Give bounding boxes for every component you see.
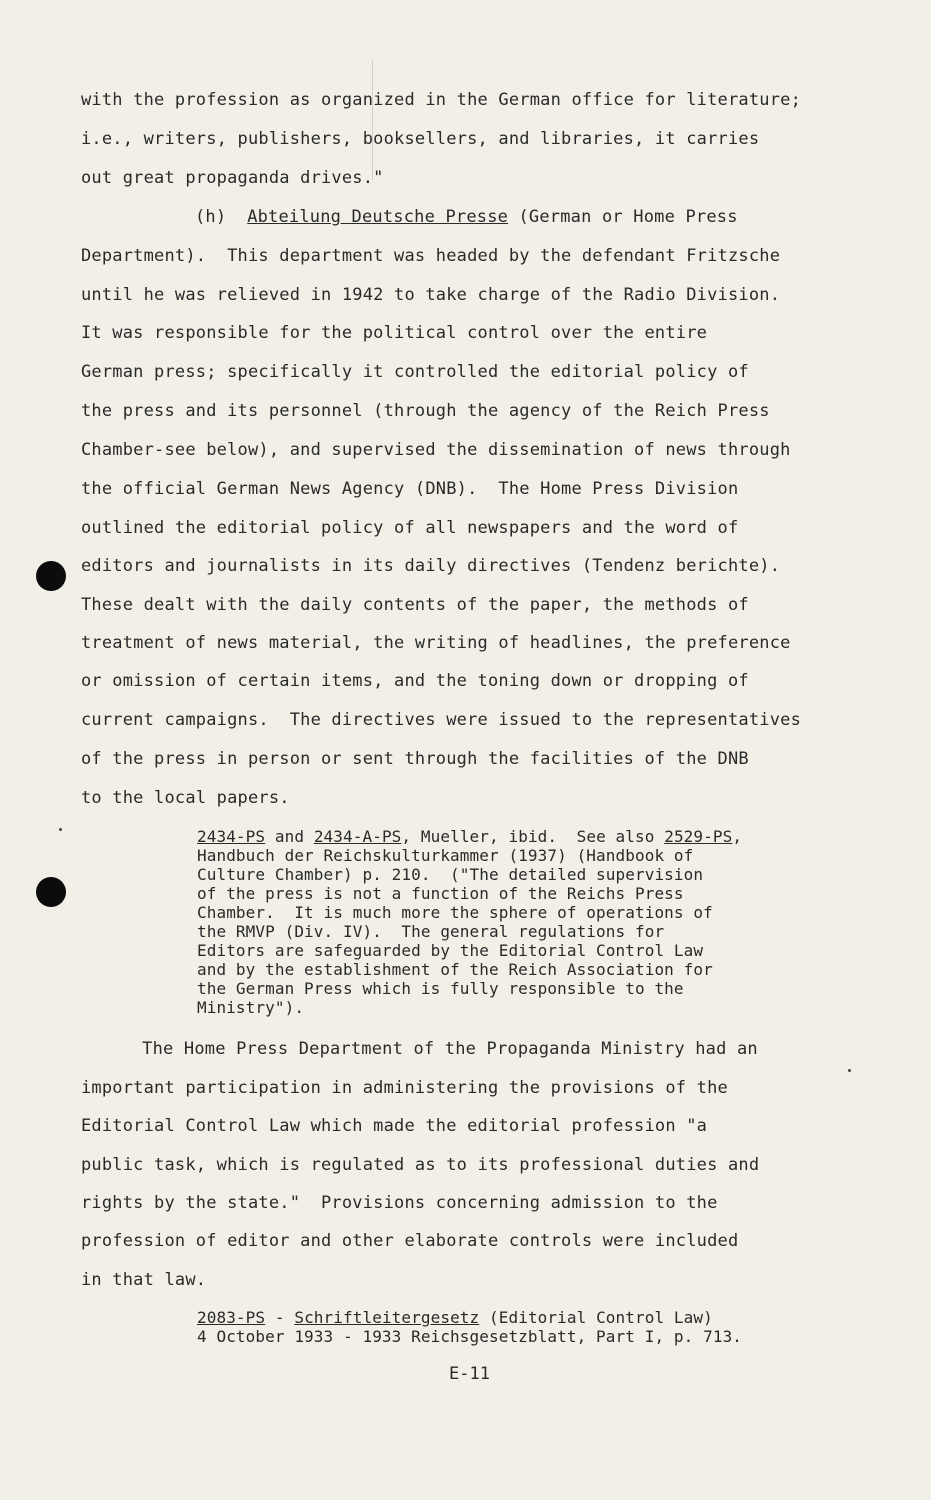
citation-1-line: of the press is not a function of the Reichs Press [197,884,684,903]
paper-speck [848,1069,851,1072]
citation-text: - [265,1308,295,1327]
section-h-title-suffix: (German or Home Press [508,207,738,227]
citation-ref: 2083-PS [197,1308,266,1327]
citation-1-line: the RMVP (Div. IV). The general regulations for [197,922,665,941]
section-h-line: German press; specifically it controlled the editorial policy of [81,362,749,382]
citation-1-line: Ministry"). [197,998,305,1017]
citation-1-first-line [197,827,742,846]
section-h-line: current campaigns. The directives were issued to the representatives [81,710,802,730]
section-h-line: treatment of news material, the writing of headlines, the preference [81,633,791,653]
citation-text: (Editorial Control Law) [479,1308,713,1327]
section-h-line: or omission of certain items, and the toning down or dropping of [81,671,749,691]
section-h-line: the official German News Agency (DNB). The Home Press Division [81,479,739,499]
section-h-line: These dealt with the daily contents of the paper, the methods of [81,595,749,615]
punch-hole-bottom [36,877,66,907]
continuation-line: i.e., writers, publishers, booksellers, and libraries, it carries [81,129,760,149]
citation-1-line: and by the establishment of the Reich Association for [197,960,713,979]
home-press-line: in that law. [81,1270,207,1290]
citation-2-first-line [197,1308,713,1327]
citation-1-line: Chamber. It is much more the sphere of operations of [197,903,713,922]
citation-ref: 2434-PS [197,827,266,846]
citation-2-line: 4 October 1933 - 1933 Reichsgesetzblatt, Part I, p. 713. [197,1327,743,1346]
citation-ref: 2434-A-PS [313,827,402,846]
home-press-line: rights by the state." Provisions concerning admission to the [81,1193,718,1213]
section-h-line: to the local papers. [81,788,290,808]
section-h-line: editors and journalists in its daily directives (Tendenz berichte). [81,556,781,576]
section-h-line: Chamber-see below), and supervised the dissemination of news through [81,440,791,460]
section-h-line: of the press in person or sent through the facilities of the DNB [81,749,749,769]
continuation-line: out great propaganda drives." [81,168,384,188]
section-h-heading [195,207,738,227]
citation-text: and [265,827,314,846]
citation-text: , [732,827,743,846]
section-h-marker: (h) [195,207,227,227]
citation-text: , Mueller, ibid. See also [401,827,665,846]
page-number: E-11 [449,1364,490,1384]
section-h-line: outlined the editorial policy of all newspapers and the word of [81,518,739,538]
home-press-line: Editorial Control Law which made the editorial profession "a [81,1116,708,1136]
citation-1-line: Editors are safeguarded by the Editorial Control Law [197,941,704,960]
continuation-line: with the profession as organized in the German office for literature; [81,90,802,110]
section-h-line: until he was relieved in 1942 to take charge of the Radio Division. [81,285,781,305]
home-press-line: profession of editor and other elaborate controls were included [81,1231,739,1251]
paper-fold-mark [372,60,373,180]
citation-1-line: Handbuch der Reichskulturkammer (1937) (Handbook of [197,846,694,865]
section-h-line: It was responsible for the political control over the entire [81,323,708,343]
citation-title: Schriftleitergesetz [294,1308,480,1327]
home-press-line: public task, which is regulated as to its professional duties and [81,1155,760,1175]
section-h-title: Abteilung Deutsche Presse [247,207,509,227]
citation-1-line: the German Press which is fully responsible to the [197,979,684,998]
punch-hole-top [36,561,66,591]
home-press-line: important participation in administering the provisions of the [81,1078,728,1098]
home-press-line: The Home Press Department of the Propaganda Ministry had an [90,1039,758,1059]
section-h-line: the press and its personnel (through the agency of the Reich Press [81,401,770,421]
paper-speck [59,828,62,831]
section-h-line: Department). This department was headed by the defendant Fritzsche [81,246,781,266]
citation-ref: 2529-PS [664,827,733,846]
citation-1-line: Culture Chamber) p. 210. ("The detailed supervision [197,865,704,884]
